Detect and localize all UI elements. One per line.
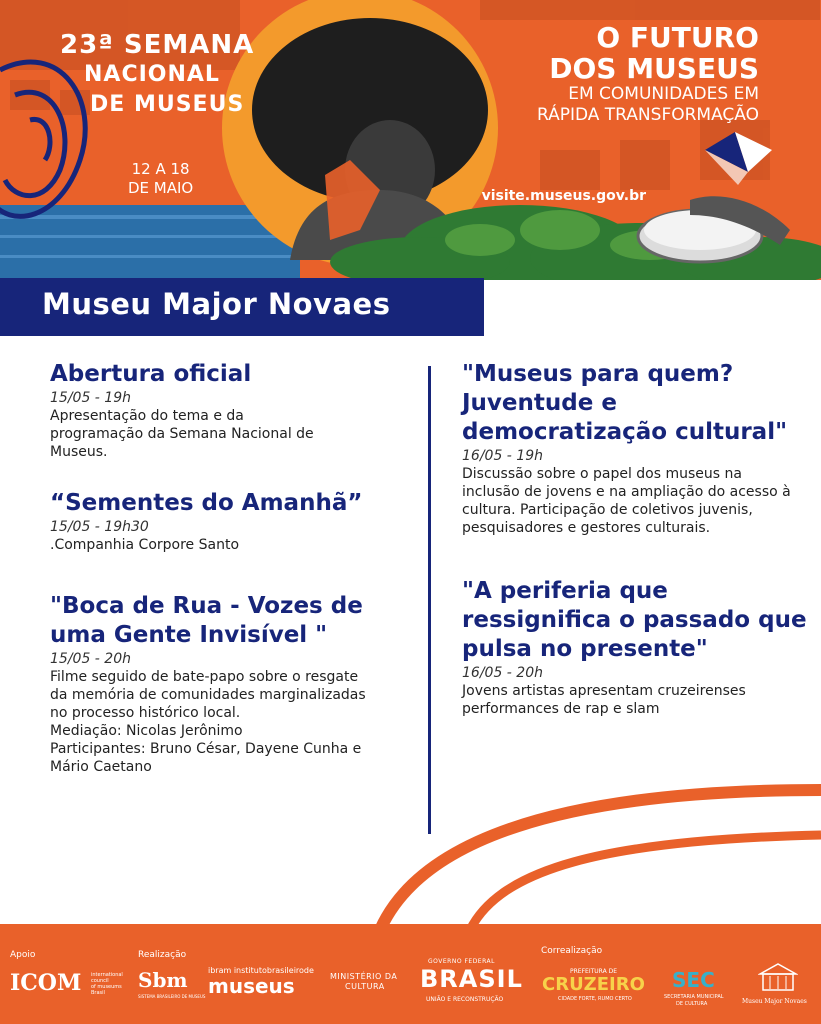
events-right-column [462, 360, 812, 718]
theme-line2: DOS MUSEUS [549, 52, 759, 85]
event-title-text: Abertura oficial [50, 361, 252, 387]
event-date: 15/05 - 19h [50, 390, 131, 406]
museum-name: Museu Major Novaes [42, 287, 391, 321]
ibram-logo: museus [208, 974, 295, 998]
pref-sub: CIDADE FORTE, RUMO CERTO [558, 996, 632, 1002]
sec-logo: SEC [672, 968, 715, 992]
event-description: Filme seguido de bate-papo sobre o resgate da memória de comunidades marginalizadas no processo histórico local. Mediação: Nicolas Jerônimo Participantes: Bruno César, Dayene Cunha e Mário Caetano [50, 669, 366, 775]
event-date: 15/05 - 19h30 [50, 519, 149, 535]
theme-line1: O FUTURO [596, 21, 759, 54]
event-item [50, 360, 395, 461]
event-edition: 23ª SEMANA [60, 30, 255, 60]
event-line3: DE MUSEUS [90, 92, 245, 117]
event-description: .Companhia Corpore Santo [50, 537, 240, 553]
sec-sub1: SECRETARIA MUNICIPAL [664, 994, 724, 1000]
event-date: 16/05 - 19h [462, 448, 543, 464]
event-item [462, 360, 812, 537]
dates-line2: DE MAIO [128, 179, 194, 197]
pref-top: PREFEITURA DE [570, 968, 617, 975]
event-item [50, 489, 395, 554]
event-description: Discussão sobre o papel dos museus na inclusão de jovens e na ampliação do acesso à cultura. Participação de coletivos juvenis, pesquisadores e gestores culturais. [462, 466, 791, 536]
gov-top: GOVERNO FEDERAL [428, 958, 495, 965]
event-theme [537, 22, 759, 126]
decorative-curves [0, 760, 821, 930]
event-date: 15/05 - 20h [50, 651, 131, 667]
realizacao-label: Realização [138, 950, 187, 960]
events-left-column [50, 360, 395, 776]
gov-brasil-logo: BRASIL [420, 965, 523, 993]
correalizacao-label: Correalização [541, 946, 603, 956]
event-title-text: "Boca de Rua - Vozes de uma Gente Invisível " [50, 593, 363, 648]
hero-banner [0, 0, 821, 280]
site-url[interactable]: visite.museus.gov.br [481, 188, 646, 204]
event-dates [128, 160, 193, 198]
sbm-subtitle: SISTEMA BRASILEIRO DE MUSEUS [138, 994, 206, 999]
ministerio-line1: MINISTÉRIO DA [330, 972, 398, 981]
museu-logo-text: Museu Major Novaes [742, 998, 807, 1005]
theme-line4: RÁPIDA TRANSFORMAÇÃO [536, 105, 759, 125]
event-title-text: "A periferia que ressignifica o passado que pulsa no presente" [462, 578, 807, 662]
pref-logo: CRUZEIRO [542, 974, 645, 995]
event-title-text: "Museus para quem? Juventude e democratização cultural" [462, 361, 788, 445]
museum-building-icon [758, 962, 798, 992]
apoio-label: Apoio [10, 950, 36, 960]
event-line2: NACIONAL [84, 62, 220, 87]
icom-sub1: international [91, 972, 123, 978]
event-title [60, 30, 254, 120]
event-item [50, 592, 395, 776]
column-divider [428, 366, 431, 834]
museum-name-bar [0, 278, 484, 336]
ministerio-line2: CULTURA [345, 982, 385, 991]
icom-subtitle [91, 972, 123, 996]
ibram-top: ibram institutobrasileirode [208, 966, 314, 975]
gov-sub: UNIÃO E RECONSTRUÇÃO [426, 996, 504, 1003]
event-item [462, 577, 812, 718]
sec-sub2: DE CULTURA [676, 1001, 708, 1007]
icom-sub3: of museums [91, 984, 122, 990]
event-title-text: “Sementes do Amanhã” [50, 490, 363, 516]
event-description: Apresentação do tema e da programação da Semana Nacional de Museus. [50, 408, 314, 460]
event-description: Jovens artistas apresentam cruzeirenses performances de rap e slam [462, 683, 746, 717]
icom-sub2: council [91, 978, 109, 984]
event-date: 16/05 - 20h [462, 665, 543, 681]
theme-line3: EM COMUNIDADES EM [568, 84, 759, 104]
icom-logo: ICOM [10, 970, 82, 996]
sbm-logo: Sbm [138, 968, 188, 992]
sponsors-footer [0, 924, 821, 1024]
icom-sub4: Brasil [91, 990, 105, 996]
dates-line1: 12 A 18 [131, 160, 190, 178]
